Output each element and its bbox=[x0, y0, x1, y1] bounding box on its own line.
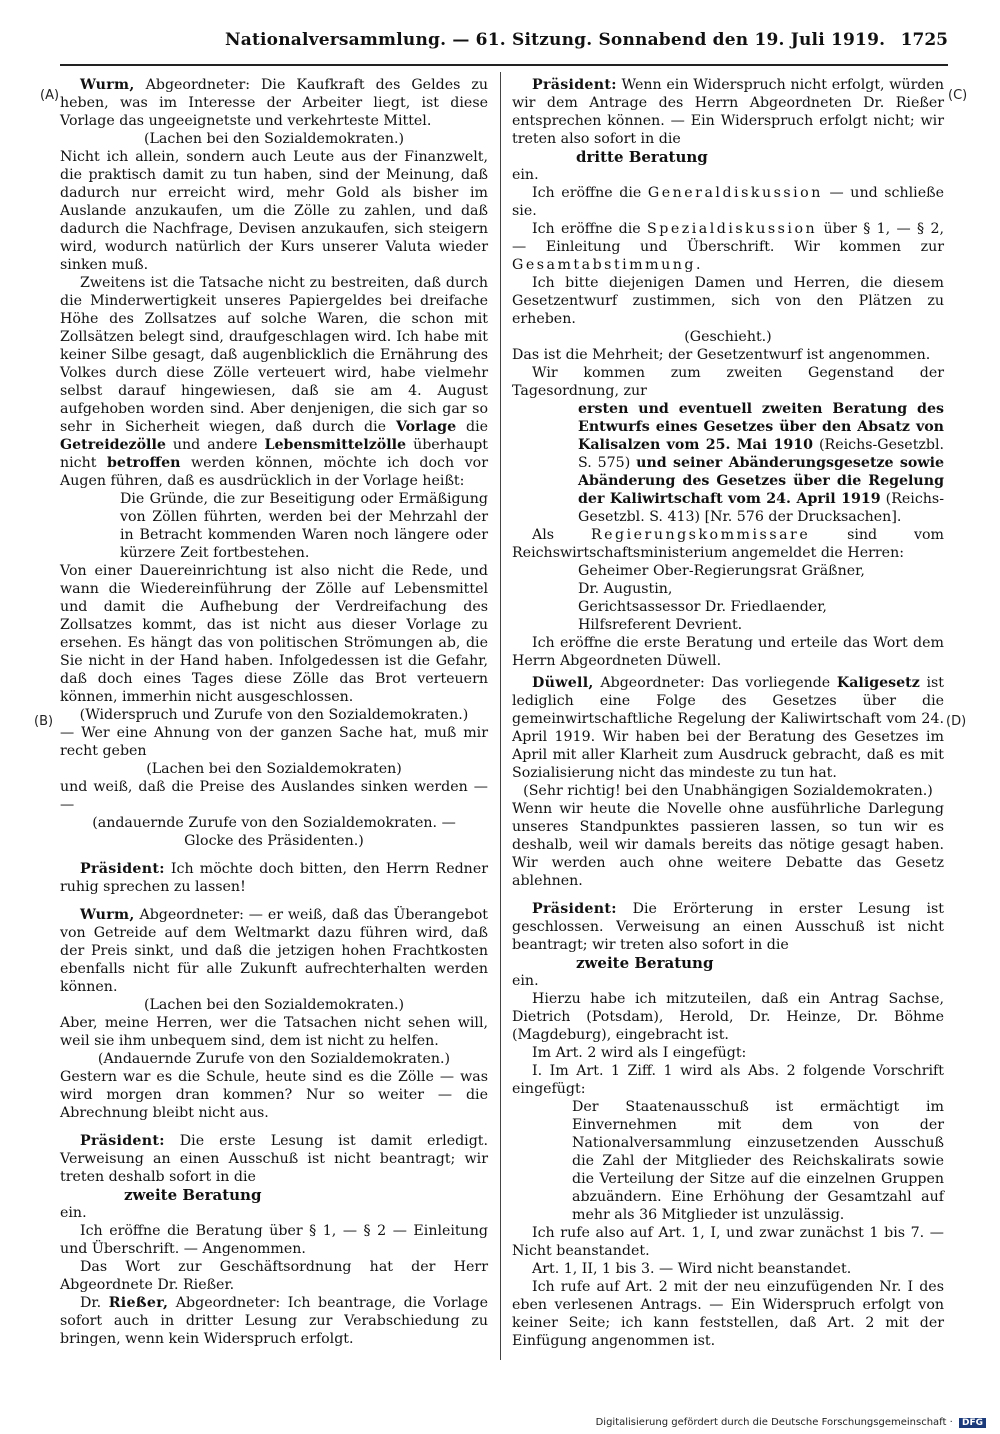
digitization-credit: Digitalisierung gefördert durch die Deutsche Forschungsgemeinschaft · DFG bbox=[596, 1417, 986, 1428]
speaker-name: Wurm, bbox=[80, 77, 135, 93]
name-list-item: Hilfsreferent Devrient. bbox=[578, 617, 743, 633]
margin-mark-b: (B) bbox=[34, 714, 54, 729]
paragraph: Ich rufe also auf Art. 1, I, und zwar zunächst 1 bis 7. — Nicht beanstandet. bbox=[512, 1225, 944, 1259]
dfg-logo-icon: DFG bbox=[959, 1418, 986, 1428]
speaker-name: Präsident: bbox=[80, 1133, 165, 1149]
left-column bbox=[60, 76, 488, 1348]
speaker-name: Präsident: bbox=[532, 901, 617, 917]
section-heading: dritte Beratung bbox=[576, 148, 708, 166]
paragraph: Ich bitte diejenigen Damen und Herren, die diesem Gesetzentwurf zustimmen, sich von den Plätzen zu erheben. bbox=[512, 275, 944, 327]
margin-mark-d: (D) bbox=[946, 714, 967, 729]
paragraph: Wurm, Abgeordneter: — er weiß, daß das Überangebot von Getreide auf dem Weltmarkt dazu führen wird, daß der Preis sinkt, und daß die jetzigen hohen Frachtkosten ebenfalls nicht für alle Zukunft aufrechterhalten werden können. bbox=[60, 907, 488, 995]
stage-direction: (Lachen bei den Sozialdemokraten) bbox=[146, 761, 402, 777]
paragraph: Ich rufe auf Art. 2 mit der neu einzufügenden Nr. I des eben verlesenen Antrags. — Ein Widerspruch erfolgt von keiner Seite; ich kann feststellen, daß Art. 2 mit der Einfügung angenommen ist. bbox=[512, 1279, 944, 1349]
speaker-name: Wurm, bbox=[80, 907, 135, 923]
quotation: Der Staatenausschuß ist ermächtigt im Einvernehmen mit dem von der Nationalversammlung einzusetzenden Ausschuß die Zahl der Mitglieder des Reichskalirats sowie die Verteilung der Sitze auf die einzelnen Gruppen abzuändern. Eine Erhöhung der Gesamtzahl auf mehr als 36 Mitglieder ist unzulässig. bbox=[572, 1099, 944, 1223]
paragraph: Dr. Rießer, Abgeordneter: Ich beantrage, die Vorlage sofort auch in dritter Lesung zur Verabschiedung zu bringen, wenn kein Widerspruch erfolgt. bbox=[60, 1295, 488, 1347]
paragraph: Präsident: Ich möchte doch bitten, den Herrn Redner ruhig sprechen zu lassen! bbox=[60, 861, 488, 895]
paragraph: Präsident: Wenn ein Widerspruch nicht erfolgt, würden wir dem Antrage des Herrn Abgeordneten Dr. Rießer entsprechen können. — Ein Widerspruch erfolgt nicht; wir treten also sofort in die bbox=[512, 77, 944, 147]
stage-direction: (Lachen bei den Sozialdemokraten.) bbox=[143, 997, 405, 1013]
section-heading: zweite Beratung bbox=[576, 954, 714, 972]
stage-direction: (andauernde Zurufe von den Sozialdemokraten. — bbox=[92, 815, 456, 831]
page-header bbox=[60, 28, 948, 66]
stage-direction: (Lachen bei den Sozialdemokraten.) bbox=[143, 131, 405, 147]
paragraph: Ich eröffne die erste Beratung und erteile das Wort dem Herrn Abgeordneten Düwell. bbox=[512, 635, 944, 669]
paragraph: Ich eröffne die Generaldiskussion — und schließe sie. bbox=[512, 185, 944, 219]
paragraph: — Wer eine Ahnung von der ganzen Sache hat, muß mir recht geben bbox=[60, 725, 488, 759]
speaker-name: Rießer, bbox=[108, 1295, 169, 1311]
quotation: Die Gründe, die zur Beseitigung oder Ermäßigung von Zöllen führten, werden bei der Mehrzahl der in Betracht kommenden Waren noch längere oder kürzere Zeit fortbestehen. bbox=[120, 491, 488, 561]
paragraph: ein. bbox=[60, 1205, 87, 1221]
paragraph: Aber, meine Herren, wer die Tatsachen nicht sehen will, weil sie ihm unbequem sind, dem ist nicht zu helfen. bbox=[60, 1015, 488, 1049]
paragraph: Präsident: Die erste Lesung ist damit erledigt. Verweisung an einen Ausschuß ist nicht beantragt; wir treten deshalb sofort in die bbox=[60, 1133, 488, 1185]
speaker-name: Düwell, bbox=[532, 675, 594, 691]
paragraph: Das Wort zur Geschäftsordnung hat der Herr Abgeordnete Dr. Rießer. bbox=[60, 1259, 488, 1293]
margin-mark-a: (A) bbox=[40, 88, 60, 103]
paragraph: Präsident: Die Erörterung in erster Lesung ist geschlossen. Verweisung an einen Ausschuß ist nicht beantragt; wir treten also sofort in die bbox=[512, 901, 944, 953]
paragraph: und weiß, daß die Preise des Auslandes sinken werden — — bbox=[60, 779, 488, 813]
paragraph: Düwell, Abgeordneter: Das vorliegende Kaligesetz ist lediglich eine Folge des Gesetzes über die gemeinwirtschaftliche Regelung der Kaliwirtschaft vom 24. April 1919. Wir haben bei der Beratung des Gesetzes im April mit aller Klarheit zum Ausdruck gebracht, daß es mit Sozialisierung nicht das mindeste zu tun hat. bbox=[512, 675, 944, 781]
paragraph: Im Art. 2 wird als I eingefügt: bbox=[532, 1045, 747, 1061]
name-list-item: Gerichtsassessor Dr. Friedlaender, bbox=[578, 599, 827, 615]
paragraph: Nicht ich allein, sondern auch Leute aus der Finanzwelt, die praktisch damit zu tun haben, sind der Meinung, daß dadurch nur erreicht wird, mehr Gold als bisher im Auslande anzukaufen, um die Zölle zu zahlen, und daß dadurch die Nachfrage, Devisen anzukaufen, sich steigern wird, wodurch natürlich der Kurs unserer Valuta wieder sinken muß. bbox=[60, 149, 488, 273]
paragraph: Wurm, Abgeordneter: Die Kaufkraft des Geldes zu heben, was im Interesse der Arbeiter liegt, ist diese Vorlage das ungeeignetste und verkehrteste Mittel. bbox=[60, 77, 488, 129]
name-list-item: Dr. Augustin, bbox=[578, 581, 673, 597]
paragraph: Von einer Dauereinrichtung ist also nicht die Rede, und wann die Wiedereinführung der Zölle auf Lebensmittel und damit die Aufhebung der Verdreifachung des Zollsatzes kommt, das ist nicht aus dieser Vorlage zu ersehen. Es hängt das von politischen Strömungen ab, die Sie nicht in der Hand haben. Infolgedessen ist die Gefahr, daß doch eines Tages diese Zölle das Brot verteuern können, immerhin nicht ausgeschlossen. bbox=[60, 563, 488, 705]
stage-direction: Glocke des Präsidenten.) bbox=[184, 833, 364, 849]
stage-direction: (Sehr richtig! bei den Unabhängigen Sozialdemokraten.) bbox=[523, 783, 933, 799]
stage-direction: (Widerspruch und Zurufe von den Sozialdemokraten.) bbox=[79, 707, 469, 723]
agenda-item: ersten und eventuell zweiten Beratung des Entwurfs eines Gesetzes über den Absatz von Kalisalzen vom 25. Mai 1910 (Reichs-Gesetzbl. S. 575) und seiner Abänderungsgesetze sowie Abänderung des Gesetzes über die Regelung der Kaliwirtschaft vom 24. April 1919 (Reichs-Gesetzbl. S. 413) [Nr. 576 der Drucksachen]. bbox=[578, 401, 944, 525]
paragraph: Ich eröffne die Beratung über § 1, — § 2 — Einleitung und Überschrift. — Angenommen. bbox=[60, 1223, 488, 1257]
stage-direction: (Andauernde Zurufe von den Sozialdemokraten.) bbox=[97, 1051, 451, 1067]
paragraph: Als Regierungskommissare sind vom Reichswirtschaftsministerium angemeldet die Herren: bbox=[512, 527, 944, 561]
margin-mark-c: (C) bbox=[948, 88, 968, 103]
section-heading: zweite Beratung bbox=[124, 1186, 262, 1204]
column-divider bbox=[500, 72, 501, 1360]
paragraph: Wenn wir heute die Novelle ohne ausführliche Darlegung unseres Standpunktes passieren lassen, so tun wir es deshalb, weil wir damals bereits das nötige gesagt haben. Wir werden auch ohne weitere Debatte das Gesetz ablehnen. bbox=[512, 801, 944, 889]
paragraph: I. Im Art. 1 Ziff. 1 wird als Abs. 2 folgende Vorschrift eingefügt: bbox=[512, 1063, 944, 1097]
paragraph: Wir kommen zum zweiten Gegenstand der Tagesordnung, zur bbox=[512, 365, 944, 399]
speaker-name: Präsident: bbox=[80, 861, 165, 877]
stage-direction: (Geschieht.) bbox=[684, 329, 772, 345]
right-column bbox=[512, 76, 944, 1350]
paragraph: ein. bbox=[512, 167, 539, 183]
name-list-item: Geheimer Ober-Regierungsrat Gräßner, bbox=[578, 563, 865, 579]
paragraph: Das ist die Mehrheit; der Gesetzentwurf ist angenommen. bbox=[512, 347, 931, 363]
paragraph: Art. 1, II, 1 bis 3. — Wird nicht beanstandet. bbox=[532, 1261, 852, 1277]
page-title: Nationalversammlung. — 61. Sitzung. Sonnabend den 19. Juli 1919. bbox=[225, 30, 886, 50]
paragraph: Zweitens ist die Tatsache nicht zu bestreiten, daß durch die Minderwertigkeit unseres Papiergeldes bei dreifache Höhe des Zollsatzes auf solche Waren, die schon mit Zollsätzen belegt sind, draufgeschlagen wird. Ich habe mit keiner Silbe gesagt, daß augenblicklich die Ernährung des Volkes durch diese Zölle verteuert wird, habe vielmehr selbst darauf hingewiesen, daß sie am 4. August aufgehoben worden sind. Aber denjenigen, die sich gar so sehr in Sicherheit wiegen, daß durch die Vorlage die Getreidezölle und andere Lebensmittelzölle überhaupt nicht betroffen werden können, möchte ich doch vor Augen führen, daß es ausdrücklich in der Vorlage heißt: bbox=[60, 275, 489, 489]
paragraph: Hierzu habe ich mitzuteilen, daß ein Antrag Sachse, Dietrich (Potsdam), Herold, Dr. Heinze, Dr. Böhme (Magdeburg), eingebracht ist. bbox=[512, 991, 944, 1043]
page-number: 1725 bbox=[900, 30, 948, 50]
paragraph: Gestern war es die Schule, heute sind es die Zölle — was wird morgen dran kommen? Nur so weiter — die Abrechnung bleibt nicht aus. bbox=[60, 1069, 488, 1121]
paragraph: ein. bbox=[512, 973, 539, 989]
paragraph: Ich eröffne die Spezialdiskussion über § 1, — § 2, — Einleitung und Überschrift. Wir kommen zur Gesamtabstimmung. bbox=[512, 221, 944, 273]
speaker-name: Präsident: bbox=[532, 77, 617, 93]
